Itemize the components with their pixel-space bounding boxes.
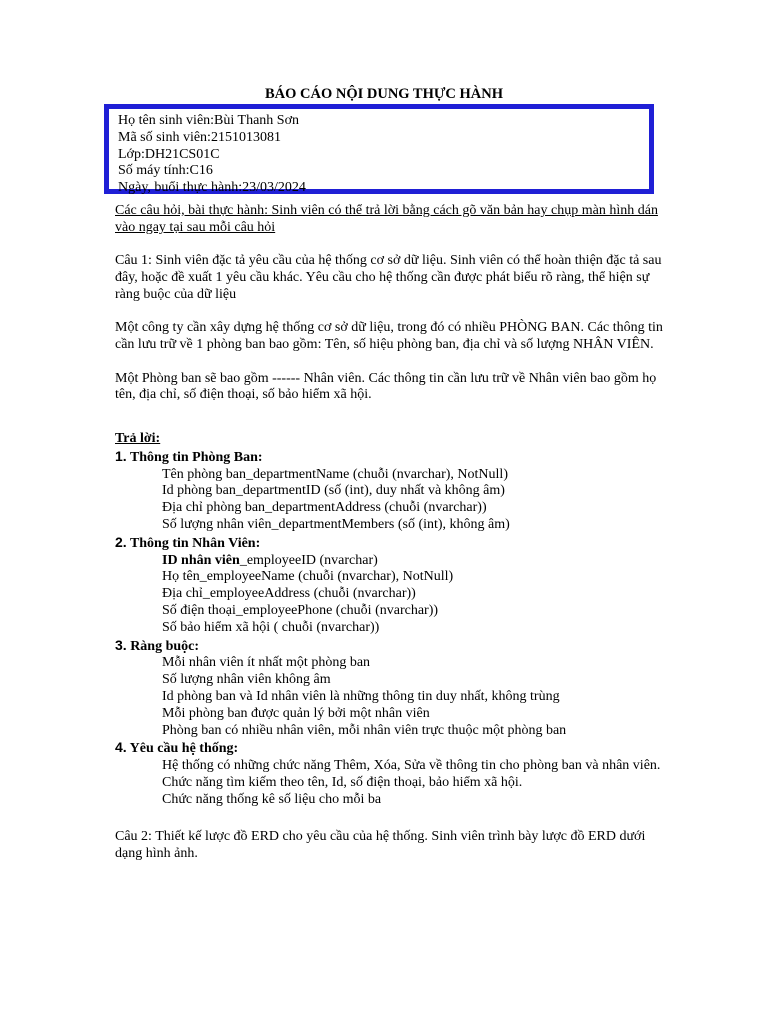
list-item: Id phòng ban_departmentID (số (int), duy nhất và không âm) [162, 483, 505, 499]
list-item: Địa chỉ phòng ban_departmentAddress (chuỗi (nvarchar)) [162, 500, 487, 516]
list-item: Địa chỉ_employeeAddress (chuỗi (nvarchar)) [162, 586, 416, 602]
list-item: Số lượng nhân viên_departmentMembers (số (int), không âm) [162, 516, 510, 532]
student-name: Họ tên sinh viên:Bùi Thanh Sơn [118, 113, 299, 128]
answer [115, 431, 675, 809]
section-items-employee [115, 553, 675, 637]
list-item: Tên phòng ban_departmentName (chuỗi (nvarchar), NotNull) [162, 466, 508, 482]
section-heading-system-requirements: 4. Yêu cầu hệ thống: [115, 739, 239, 757]
practice-date: Ngày, buổi thực hành:23/03/2024 [118, 180, 306, 196]
list-item: Số bảo hiểm xã hội ( chuỗi (nvarchar)) [162, 619, 380, 635]
section-heading-department: 1. Thông tin Phòng Ban: [115, 447, 263, 465]
question-2-prompt: Câu 2: Thiết kế lược đồ ERD cho yêu cầu của hệ thống. Sinh viên trình bày lược đồ ERD dưới dạng hình ảnh. [115, 829, 646, 861]
list-item: Chức năng thống kê số liệu cho mỗi ba [162, 791, 382, 807]
list-item: Hệ thống có những chức năng Thêm, Xóa, Sửa về thông tin cho phòng ban và nhân viên. [162, 758, 661, 774]
instructions-text [115, 203, 675, 237]
list-item: Chức năng tìm kiếm theo tên, Id, số điện thoại, bảo hiểm xã hội. [162, 774, 523, 790]
instructions-lead: Các câu hỏi, bài thực hành [115, 203, 265, 218]
list-item: Phòng ban có nhiều nhân viên, mỗi nhân viên trực thuộc một phòng ban [162, 722, 567, 738]
section-heading-constraints: 3. Ràng buộc: [115, 636, 200, 654]
section-items-constraints [115, 655, 675, 739]
student-info-box [104, 104, 654, 194]
section-heading-employee: 2. Thông tin Nhân Viên: [115, 533, 261, 551]
instructions-rest: : Sinh viên có thể trả lời bằng cách gõ văn bản hay chụp màn hình dán vào ngay tại sau mỗi câu hỏi [115, 203, 658, 235]
list-item: Họ tên_employeeName (chuỗi (nvarchar), NotNull) [162, 569, 454, 585]
list-item: Số lượng nhân viên không âm [162, 672, 331, 688]
instructions [115, 203, 675, 237]
list-item: Mỗi nhân viên ít nhất một phòng ban [162, 655, 371, 671]
question-1-prompt: Câu 1: Sinh viên đặc tả yêu cầu của hệ thống cơ sở dữ liệu. Sinh viên có thể hoàn thiện đặc tả sau đây, hoặc đề xuất 1 yêu cầu khác. Yêu cầu cho hệ thống cần được phát biểu rõ ràng, thể hiện sự ràng buộc của dữ liệu [115, 253, 662, 302]
student-id: Mã số sinh viên:2151013081 [118, 129, 281, 145]
list-item: Mỗi phòng ban được quản lý bởi một nhân viên [162, 705, 430, 721]
list-item: ID nhân viên_employeeID (nvarchar) [162, 552, 378, 568]
list-item: Số điện thoại_employeePhone (chuỗi (nvarchar)) [162, 602, 439, 618]
section-items-system-requirements [115, 758, 675, 808]
section-items-department [115, 467, 675, 534]
question-1-paragraph-2: Một Phòng ban sẽ bao gồm ------ Nhân viên. Các thông tin cần lưu trữ về Nhân viên bao gồm họ tên, địa chỉ, số điện thoại, số bảo hiểm xã hội. [115, 370, 657, 403]
list-item: Id phòng ban và Id nhân viên là những thông tin duy nhất, không trùng [162, 688, 560, 704]
question-2 [115, 829, 675, 863]
answer-label: Trả lời: [115, 431, 161, 446]
computer-number: Số máy tính:C16 [118, 163, 213, 179]
report-title: BÁO CÁO NỘI DUNG THỰC HÀNH [264, 86, 504, 102]
question-1 [115, 253, 675, 404]
question-1-paragraph-1: Một công ty cần xây dựng hệ thống cơ sở dữ liệu, trong đó có nhiều PHÒNG BAN. Các thông tin cần lưu trữ về 1 phòng ban bao gồm: Tên, số hiệu phòng ban, địa chỉ và số lượng NHÂN VIÊN. [115, 320, 663, 352]
class-name: Lớp:DH21CS01C [118, 146, 220, 162]
